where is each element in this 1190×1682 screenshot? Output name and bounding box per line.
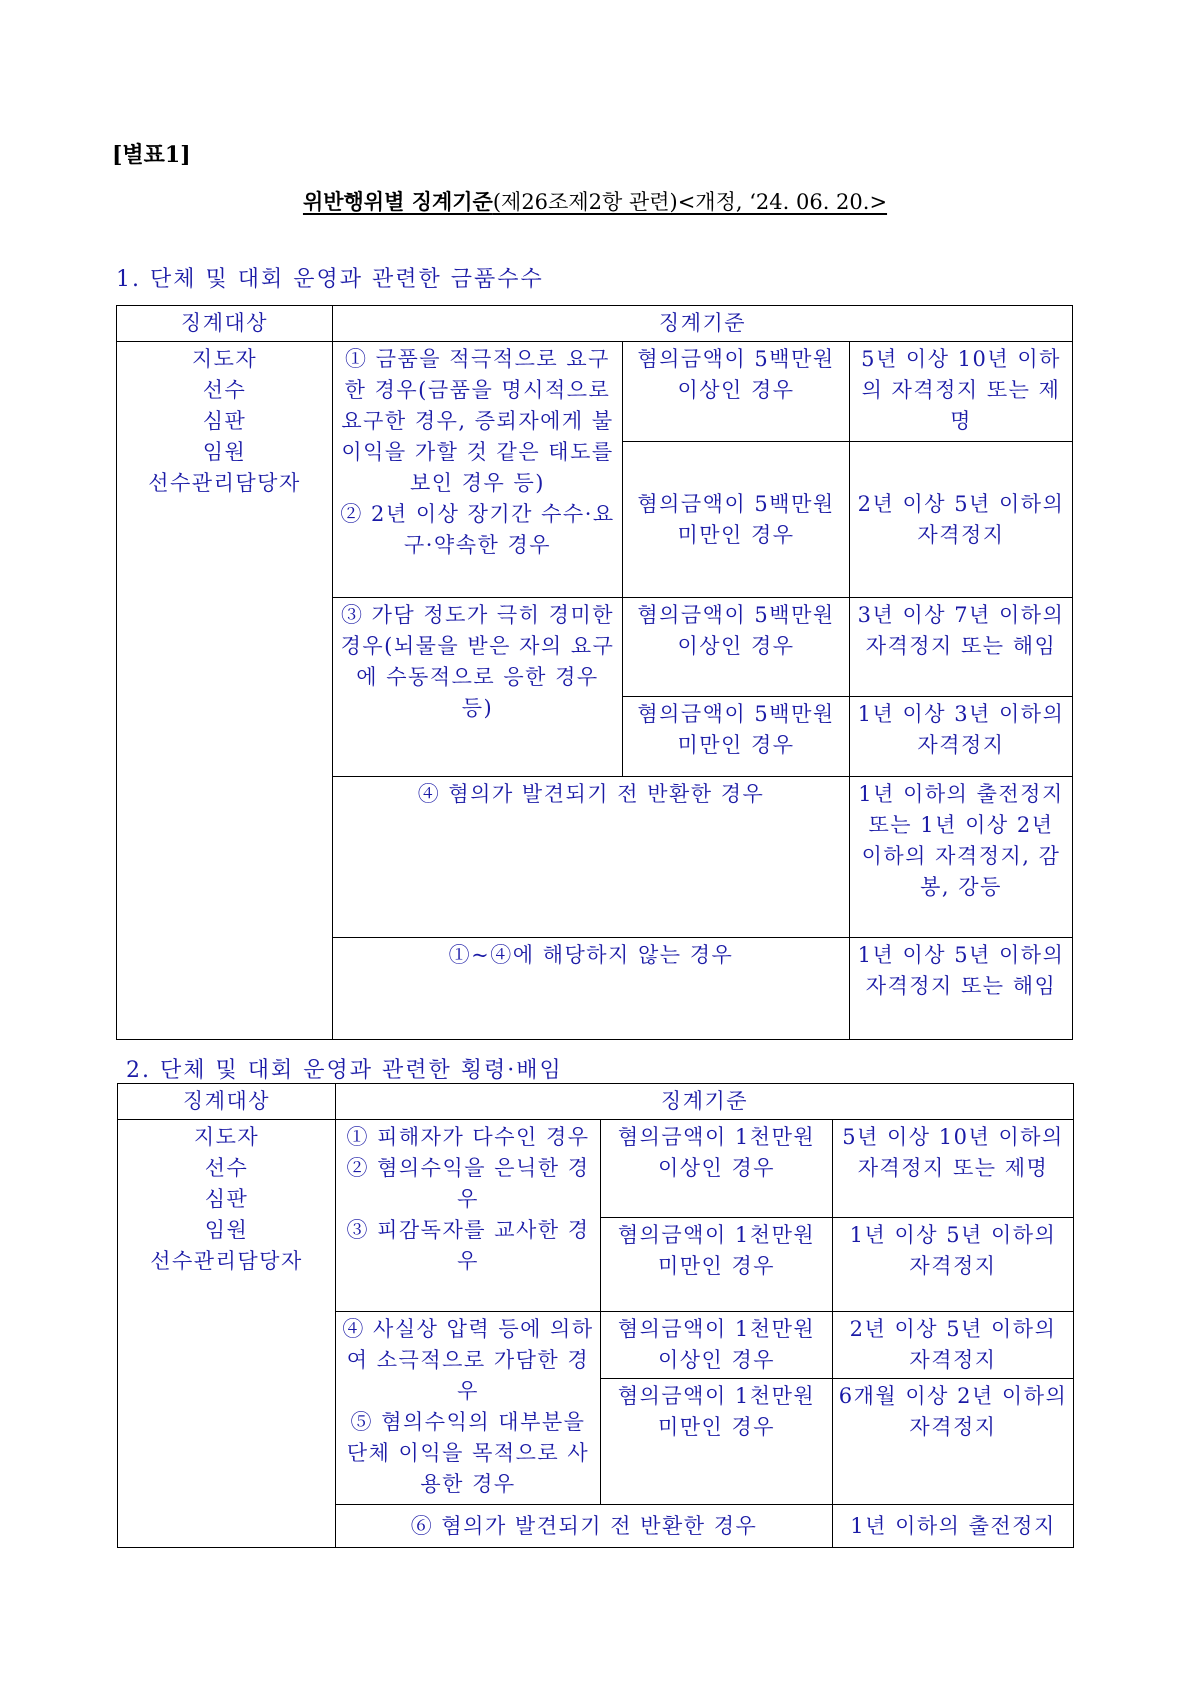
case-4-5 [336,1312,601,1505]
penalty-cell: 1년 이하의 출전정지 [833,1505,1074,1548]
case-6: ⑥ 혐의가 발견되기 전 반환한 경우 [336,1505,833,1548]
penalty-cell: 1년 이상 3년 이하의 자격정지 [850,697,1073,777]
amount-under-cell: 혐의금액이 1천만원 미만인 경우 [601,1379,833,1505]
penalty-cell: 1년 이상 5년 이하의 자격정지 [833,1218,1074,1312]
amount-under-cell: 혐의금액이 5백만원 미만인 경우 [623,442,850,598]
target-item: 심판 [204,1187,249,1211]
header-criteria: 징계기준 [333,306,1073,342]
case-1-text: ① 피해자가 다수인 경우 [346,1125,590,1149]
case-1-text: ① 금품을 적극적으로 요구한 경우(금품을 명시적으로 요구한 경우, 증뢰자에게 불이익을 가할 것 같은 태도를 보인 경우 등) [341,347,614,495]
amount-over-cell: 혐의금액이 5백만원 이상인 경우 [623,342,850,442]
annex-label: [별표1] [112,142,191,168]
case-1-3 [336,1120,601,1312]
penalty-cell: 2년 이상 5년 이하의 자격정지 [850,442,1073,598]
case-1-2 [333,342,623,598]
penalty-cell: 6개월 이상 2년 이하의 자격정지 [833,1379,1074,1505]
penalty-cell: 1년 이하의 출전정지 또는 1년 이상 2년 이하의 자격정지, 감봉, 강등 [850,777,1073,938]
target-list [118,1120,336,1548]
header-target: 징계대상 [118,1084,336,1120]
section2-table [117,1083,1074,1548]
amount-under-cell: 혐의금액이 1천만원 미만인 경우 [601,1218,833,1312]
penalty-cell: 3년 이상 7년 이하의 자격정지 또는 해임 [850,598,1073,697]
section1-heading: 1. 단체 및 대회 운영과 관련한 금품수수 [116,267,544,292]
case-4: ④ 혐의가 발견되기 전 반환한 경우 [333,777,850,938]
penalty-cell: 5년 이상 10년 이하의 자격정지 또는 제명 [833,1120,1074,1218]
penalty-cell: 1년 이상 5년 이하의 자격정지 또는 해임 [850,938,1073,1040]
page-title [0,186,1190,216]
case-4-text: ④ 사실상 압력 등에 의하여 소극적으로 가담한 경우 [342,1317,594,1403]
case-2-text: ② 혐의수익을 은닉한 경우 [346,1156,590,1211]
target-item: 지도자 [191,347,258,371]
section2-heading: 2. 단체 및 대회 운영과 관련한 횡령·배임 [126,1058,563,1083]
title-main: 위반행위별 징계기준 [302,189,493,214]
amount-over-cell: 혐의금액이 5백만원 이상인 경우 [623,598,850,697]
target-item: 지도자 [193,1125,260,1149]
penalty-cell: 5년 이상 10년 이하의 자격정지 또는 제명 [850,342,1073,442]
amount-over-cell: 혐의금액이 1천만원 이상인 경우 [601,1120,833,1218]
target-item: 임원 [204,1218,249,1242]
case-5-text: ⑤ 혐의수익의 대부분을 단체 이익을 목적으로 사용한 경우 [346,1410,590,1496]
penalty-cell: 2년 이상 5년 이하의 자격정지 [833,1312,1074,1379]
section1-table [116,305,1073,1040]
target-item: 선수 [202,378,247,402]
target-item: 심판 [202,409,247,433]
target-list [117,342,333,1040]
amount-over-cell: 혐의금액이 1천만원 이상인 경우 [601,1312,833,1379]
header-target: 징계대상 [117,306,333,342]
case-3: ③ 가담 정도가 극히 경미한 경우(뇌물을 받은 자의 요구에 수동적으로 응한 경우 등) [333,598,623,777]
target-item: 선수 [204,1156,249,1180]
header-criteria: 징계기준 [336,1084,1074,1120]
case-other: ①~④에 해당하지 않는 경우 [333,938,850,1040]
target-item: 선수관리담당자 [148,471,301,495]
target-item: 임원 [202,440,247,464]
target-item: 선수관리담당자 [150,1249,303,1273]
title-sub: (제26조제2항 관련)<개정, ‘24. 06. 20.> [492,190,888,214]
case-3-text: ③ 피감독자를 교사한 경우 [346,1218,590,1273]
amount-under-cell: 혐의금액이 5백만원 미만인 경우 [623,697,850,777]
case-2-text: ② 2년 이상 장기간 수수·요구·약속한 경우 [340,502,615,557]
